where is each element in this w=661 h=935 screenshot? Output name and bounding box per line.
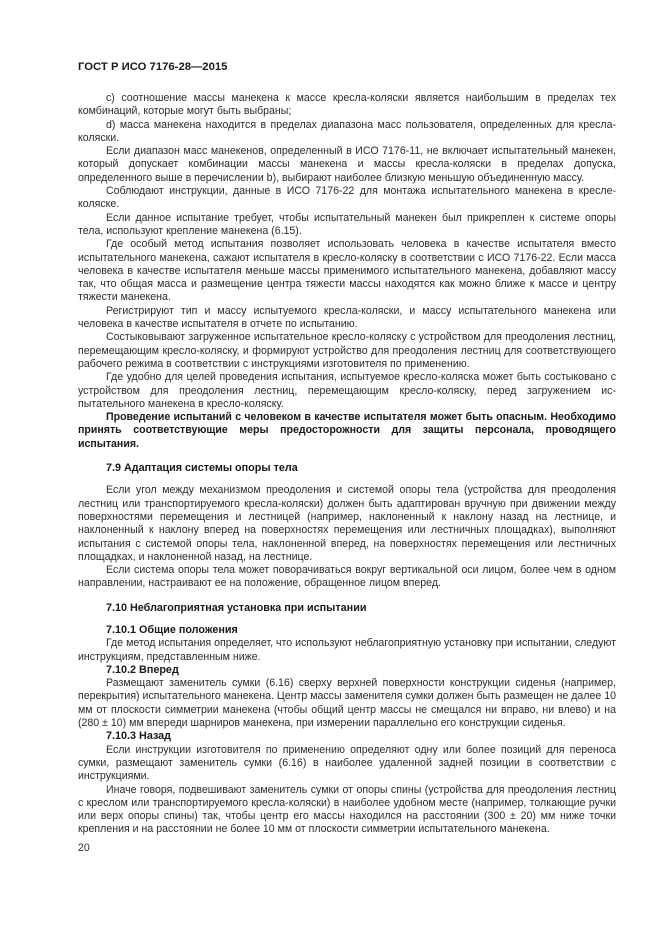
- subsection-heading-7-10-2: 7.10.2 Вперед: [106, 663, 179, 676]
- paragraph: Размещают заменитель сумки (6.16) сверху верхней поверхности конструкции сиденья (например, перекрытия) испытательного манекена. Центр массы заменителя сумки должен быть размещен не далее 10 мм от плоскости симметрии манекена (чтобы общий центр массы не смещался ни вправо, ни влево) и на (280 ± 10) мм впереди шарниров манекена, при измерении параллельно его конструкции сиденья.: [78, 677, 616, 730]
- paragraph: Состыковывают загруженное испытательное кресло-коляску с устройством для преодоления лестниц, перемещающим кресло-коляску, и формируют устройство для преодоления лестниц для соответствующего рабочего режима в соответствии с инструкциями изготовителя по применению.: [78, 331, 616, 370]
- paragraph: Если инструкции изготовителя по применению определяют одну или более позиций для переноса сумки, размещают заменитель сумки (6.16) в наиболее удаленной задней позиции в соответствии с инструкциями.: [78, 743, 616, 783]
- paragraph: Если диапазон масс манекенов, определенный в ИСО 7176-11, не включает испытательный манекен, который допускает комбинации массы манекена и массы кресла-коляски в пределах допуска, определенного выше в перечислении b), выбирают наиболее близкую меньшую объединенную массу.: [78, 145, 616, 184]
- section-heading-7-10: 7.10 Неблагоприятная установка при испытании: [106, 601, 367, 614]
- paragraph: Где метод испытания определяет, что используют неблагоприятную установку при испытании, следуют инструкциям, представленным ниже.: [78, 637, 616, 663]
- subsection-heading-7-10-3: 7.10.3 Назад: [106, 730, 172, 743]
- paragraph: Если угол между механизмом преодоления и системой опоры тела (устройства для преодоления лестниц или транспортируемого кресла-коляски) должен быть адаптирован вручную при движении между поверхностями перемещения и лестницей (например, наклоненный к наклону назад на лестнице, и наклоненный к наклону вперед на поверхностях перемещения или лестничных площадках), выполняют испытания с системой опоры тела, наклоненной вперед, на поверхностях перемещения или лестничных площадках, и наклоненной назад, на лестнице.: [78, 484, 616, 563]
- document-header: ГОСТ Р ИСО 7176-28—2015: [78, 61, 228, 73]
- paragraph: Где удобно для целей проведения испытания, испытуемое кресло-коляска может быть состыковано с устройством для преодоления лестниц, перемещающим кресло-коляску, перед загружением испытательного манекена в кресло-коляску.: [78, 371, 616, 410]
- paragraph: Соблюдают инструкции, данные в ИСО 7176-22 для монтажа испытательного манекена в кресле-коляске.: [78, 185, 616, 211]
- paragraph: Иначе говоря, подвешивают заменитель сумки от опоры спины (устройства для преодоления лестниц с креслом или транспортируемого кресла-коляски) в наиболее удобном месте (например, толкающие ручки или верх опоры спины) так, чтобы центр его массы находился на расстоянии (300 ± 20) мм ниже точки крепления и на расстоянии не более 10 мм от плоскости симметрии испытательного манекена.: [78, 783, 616, 836]
- list-item-c: c) соотношение массы манекена к массе кресла-коляски является наибольшим в пределах тех комбинаций, которые могут быть выбраны;: [78, 92, 616, 118]
- subsection-heading-7-10-1: 7.10.1 Общие положения: [106, 623, 238, 636]
- paragraph: Если система опоры тела может поворачиваться вокруг вертикальной оси лицом, более чем в одном направлении, настраивают ее на положение, обращенное лицом вперед.: [78, 564, 616, 590]
- page-number: 20: [78, 842, 90, 854]
- safety-warning: Проведение испытаний с человеком в качестве испытателя может быть опасным. Необходимо принять соответствующие меры предосторожности для защиты персонала, проводящего испытания.: [78, 411, 616, 450]
- paragraph: Регистрируют тип и массу испытуемого кресла-коляски, и массу испытательного манекена или человека в качестве испытателя в отчете по испытанию.: [78, 304, 616, 331]
- list-item-d: d) масса манекена находится в пределах диапазона масс пользователя, определенных для кресла-коляски.: [78, 118, 616, 144]
- section-heading-7-9: 7.9 Адаптация системы опоры тела: [106, 462, 298, 475]
- paragraph: Если данное испытание требует, чтобы испытательный манекен был прикреплен к системе опоры тела, используют крепление манекена (6.15).: [78, 211, 616, 237]
- paragraph: Где особый метод испытания позволяет использовать человека в качестве испытателя вместо испытательного манекена, сажают испытателя в кресло-коляску в соответствии с ИСО 7176-22. Если масса человека в качестве испытателя меньше массы применимого испытательного манекена, добавляют массу так, что общая масса и размещение центра тяжести массы находятся как можно ближе к массе и центру тяжести манекена.: [78, 238, 616, 304]
- document-page: [78, 60, 616, 837]
